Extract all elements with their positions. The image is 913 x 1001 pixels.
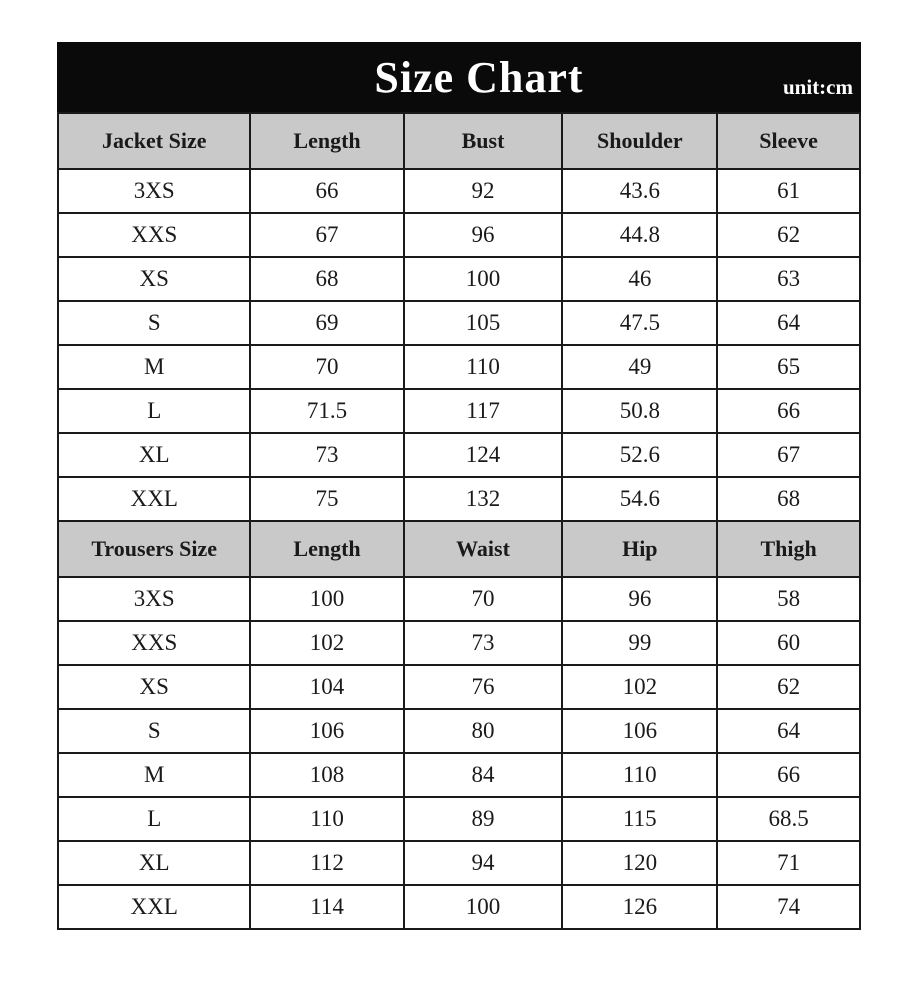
value-cell: 60: [717, 621, 860, 665]
table-row: [58, 841, 860, 885]
value-cell: 100: [404, 885, 563, 929]
table-row: [58, 169, 860, 213]
value-cell: 108: [250, 753, 403, 797]
value-cell: 96: [404, 213, 563, 257]
value-cell: 70: [404, 577, 563, 621]
value-cell: 100: [250, 577, 403, 621]
value-cell: 124: [404, 433, 563, 477]
value-cell: 47.5: [562, 301, 717, 345]
table-row: [58, 753, 860, 797]
value-cell: 94: [404, 841, 563, 885]
size-label-cell: M: [58, 345, 250, 389]
value-cell: 102: [250, 621, 403, 665]
size-label-cell: 3XS: [58, 169, 250, 213]
size-label-cell: M: [58, 753, 250, 797]
value-cell: 62: [717, 213, 860, 257]
value-cell: 43.6: [562, 169, 717, 213]
table-row: [58, 621, 860, 665]
size-table: [57, 112, 861, 930]
table-row: [58, 665, 860, 709]
trousers-header-cell: Thigh: [717, 521, 860, 577]
jacket-header-cell: Bust: [404, 113, 563, 169]
size-label-cell: XXS: [58, 213, 250, 257]
jacket-header-cell: Sleeve: [717, 113, 860, 169]
value-cell: 68: [250, 257, 403, 301]
value-cell: 75: [250, 477, 403, 521]
value-cell: 120: [562, 841, 717, 885]
value-cell: 66: [717, 389, 860, 433]
value-cell: 64: [717, 301, 860, 345]
table-row: [58, 709, 860, 753]
value-cell: 64: [717, 709, 860, 753]
size-chart: [57, 42, 861, 930]
trousers-header-cell: Trousers Size: [58, 521, 250, 577]
value-cell: 71.5: [250, 389, 403, 433]
value-cell: 69: [250, 301, 403, 345]
table-row: [58, 345, 860, 389]
value-cell: 110: [562, 753, 717, 797]
value-cell: 71: [717, 841, 860, 885]
unit-label: unit:cm: [783, 75, 853, 99]
value-cell: 44.8: [562, 213, 717, 257]
value-cell: 73: [404, 621, 563, 665]
chart-title: Size Chart: [374, 52, 584, 102]
value-cell: 66: [717, 753, 860, 797]
value-cell: 96: [562, 577, 717, 621]
title-bar: [57, 42, 861, 112]
value-cell: 68: [717, 477, 860, 521]
value-cell: 92: [404, 169, 563, 213]
size-label-cell: L: [58, 797, 250, 841]
value-cell: 54.6: [562, 477, 717, 521]
table-row: [58, 477, 860, 521]
value-cell: 67: [717, 433, 860, 477]
size-label-cell: XXL: [58, 885, 250, 929]
value-cell: 65: [717, 345, 860, 389]
value-cell: 100: [404, 257, 563, 301]
value-cell: 46: [562, 257, 717, 301]
value-cell: 50.8: [562, 389, 717, 433]
value-cell: 58: [717, 577, 860, 621]
size-label-cell: XS: [58, 665, 250, 709]
jacket-header-cell: Jacket Size: [58, 113, 250, 169]
value-cell: 132: [404, 477, 563, 521]
jacket-header-cell: Length: [250, 113, 403, 169]
jacket-header-cell: Shoulder: [562, 113, 717, 169]
value-cell: 52.6: [562, 433, 717, 477]
table-row: [58, 433, 860, 477]
value-cell: 62: [717, 665, 860, 709]
value-cell: 117: [404, 389, 563, 433]
value-cell: 76: [404, 665, 563, 709]
table-row: [58, 577, 860, 621]
table-row: [58, 257, 860, 301]
value-cell: 106: [562, 709, 717, 753]
value-cell: 49: [562, 345, 717, 389]
value-cell: 114: [250, 885, 403, 929]
size-label-cell: 3XS: [58, 577, 250, 621]
value-cell: 115: [562, 797, 717, 841]
value-cell: 63: [717, 257, 860, 301]
value-cell: 102: [562, 665, 717, 709]
value-cell: 68.5: [717, 797, 860, 841]
value-cell: 67: [250, 213, 403, 257]
table-row: [58, 389, 860, 433]
size-label-cell: L: [58, 389, 250, 433]
value-cell: 110: [404, 345, 563, 389]
value-cell: 106: [250, 709, 403, 753]
size-label-cell: S: [58, 709, 250, 753]
size-label-cell: XL: [58, 433, 250, 477]
value-cell: 104: [250, 665, 403, 709]
value-cell: 73: [250, 433, 403, 477]
size-label-cell: XXS: [58, 621, 250, 665]
trousers-header-cell: Hip: [562, 521, 717, 577]
value-cell: 66: [250, 169, 403, 213]
value-cell: 80: [404, 709, 563, 753]
table-row: [58, 213, 860, 257]
jacket-header-row: [58, 113, 860, 169]
value-cell: 99: [562, 621, 717, 665]
value-cell: 112: [250, 841, 403, 885]
table-row: [58, 301, 860, 345]
size-label-cell: S: [58, 301, 250, 345]
value-cell: 84: [404, 753, 563, 797]
table-row: [58, 797, 860, 841]
trousers-header-cell: Waist: [404, 521, 563, 577]
size-label-cell: XXL: [58, 477, 250, 521]
trousers-header-row: [58, 521, 860, 577]
value-cell: 126: [562, 885, 717, 929]
value-cell: 61: [717, 169, 860, 213]
size-label-cell: XL: [58, 841, 250, 885]
value-cell: 105: [404, 301, 563, 345]
size-label-cell: XS: [58, 257, 250, 301]
value-cell: 74: [717, 885, 860, 929]
table-row: [58, 885, 860, 929]
value-cell: 89: [404, 797, 563, 841]
trousers-header-cell: Length: [250, 521, 403, 577]
value-cell: 70: [250, 345, 403, 389]
value-cell: 110: [250, 797, 403, 841]
